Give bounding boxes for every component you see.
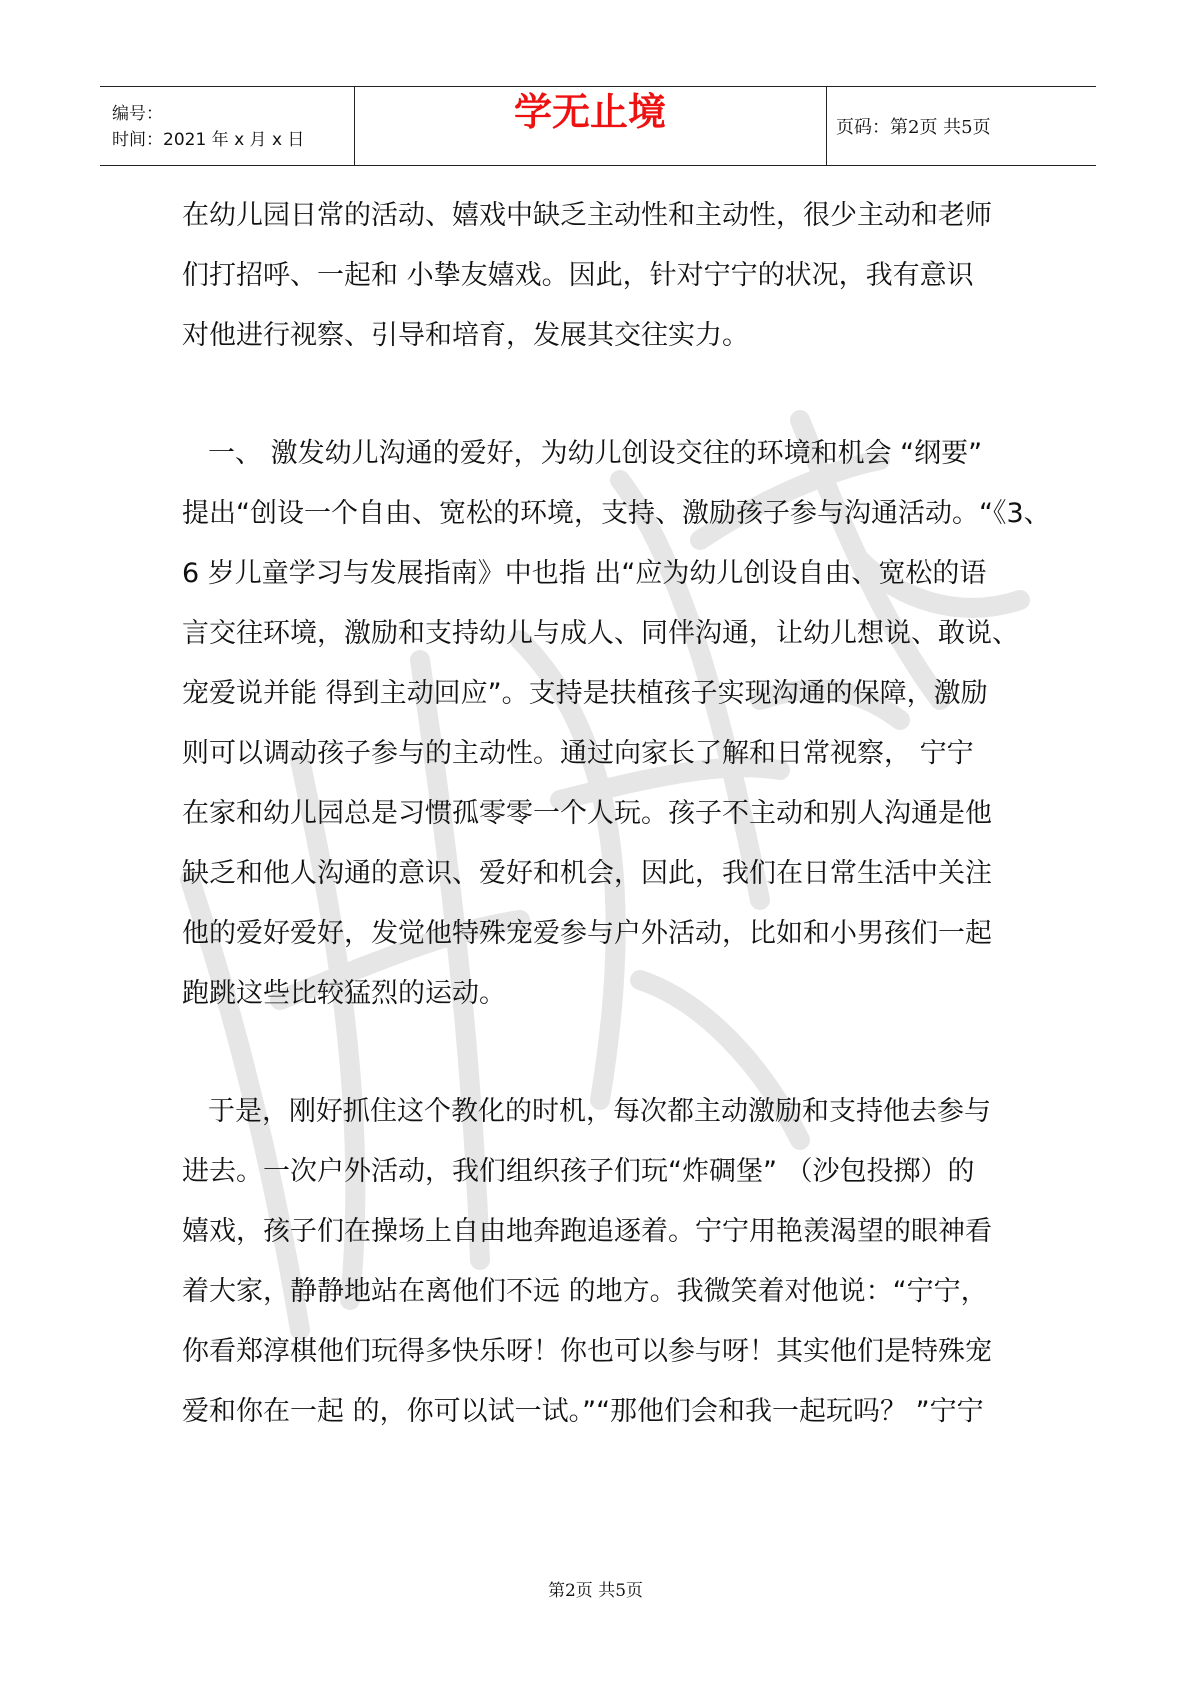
para2-line-2: 提出“创设一个自由、宽松的环境，支持、激励孩子参与沟通活动。“《3、 [182,498,1051,529]
para2-line-4: 言交往环境，激励和支持幼儿与成人、同伴沟通，让幼儿想说、敢说、 [182,618,1019,649]
para3-line-1: 于是，刚好抓住这个教化的时机，每次都主动激励和支持他去参与 [208,1096,991,1127]
para1-line-3: 对他进行视察、引导和培育，发展其交往实力。 [182,320,749,351]
header-title: 学无止境 [513,90,666,134]
para1-line-2: 们打招呼、一起和 小挚友嬉戏。因此，针对宁宁的状况，我有意识 [182,260,974,291]
para3-line-4: 着大家，静静地站在离他们不远 的地方。我微笑着对他说：“宁宁， [182,1276,988,1307]
header-number-label: 编号： [112,104,163,124]
header-meta [112,101,304,153]
para1-line-1: 在幼儿园日常的活动、嬉戏中缺乏主动性和主动性，很少主动和老师 [182,200,992,231]
header-time-label: 时间：2021 年 x 月 x 日 [112,130,305,150]
para3-line-3: 嬉戏，孩子们在操场上自由地奔跑追逐着。宁宁用艳羡渴望的眼神看 [182,1216,992,1247]
para2-line-1: 一、 激发幼儿沟通的爱好，为幼儿创设交往的环境和机会 “纲要” [208,438,983,469]
header-divider-right [826,87,827,165]
para3-line-6: 爱和你在一起 的，你可以试一试。”“那他们会和我一起玩吗？ ”宁宁 [182,1396,984,1427]
header-page-info: 页码：第2页 共5页 [836,117,991,138]
para3-line-2: 进去。一次户外活动，我们组织孩子们玩“炸碉堡” （沙包投掷）的 [182,1156,975,1187]
para2-line-7: 在家和幼儿园总是习惯孤零零一个人玩。孩子不主动和别人沟通是他 [182,798,992,829]
page-footer: 第2页 共5页 [547,1581,644,1601]
para2-line-5: 宠爱说并能 得到主动回应”。支持是扶植孩子实现沟通的保障，激励 [182,678,988,709]
page-header [100,86,1096,166]
document-body [182,186,1051,1442]
para2-line-3: 6 岁儿童学习与发展指南》中也指 出“应为幼儿创设自由、宽松的语 [182,558,987,589]
para2-line-6: 则可以调动孩子参与的主动性。通过向家长了解和日常视察， 宁宁 [182,738,974,769]
para2-line-9: 他的爱好爱好，发觉他特殊宠爱参与户外活动，比如和小男孩们一起 [182,918,992,949]
para2-line-10: 跑跳这些比较猛烈的运动。 [182,978,506,1009]
para2-line-8: 缺乏和他人沟通的意识、爱好和机会，因此，我们在日常生活中关注 [182,858,992,889]
para3-line-5: 你看郑淳棋他们玩得多快乐呀！你也可以参与呀！其实他们是特殊宠 [182,1336,992,1367]
